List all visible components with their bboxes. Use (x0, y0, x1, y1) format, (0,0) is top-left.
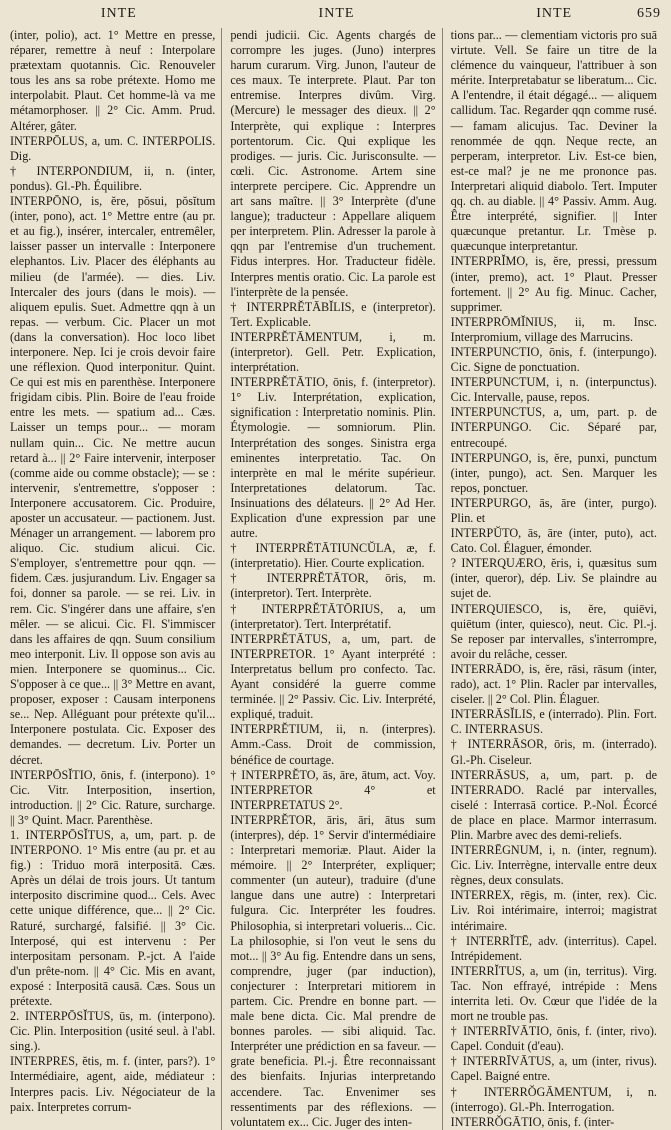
dictionary-entry: INTERPŬTO, ās, āre (inter, puto), act. Cato. Col. Élaguer, émonder. (450, 526, 657, 556)
dictionary-entry: ? INTERQUÆRO, ĕris, i, quæsitus sum (inter, queror), dép. Liv. Se plaindre au sujet de. (450, 556, 657, 601)
dictionary-entry: INTERPUNCTUS, a, um, part. p. de INTERPUNGO. Cic. Séparé par, entrecoupé. (450, 405, 657, 450)
dictionary-entry: INTERQUIESCO, is, ĕre, quiēvi, quiētum (inter, quiesco), neut. Cic. Pl.-j. Se reposer par intervalles, s'interrompre, avoir du relâche, cesser. (450, 601, 657, 661)
running-head-left: INTE (100, 6, 137, 21)
dictionary-entry: INTERRĀDO, is, ĕre, rāsi, rāsum (inter, rado), act. 1° Plin. Racler par intervalles, ciseler. || 2° Col. Plin. Élaguer. (450, 661, 657, 707)
running-head (10, 6, 663, 28)
dictionary-entry: INTERPŌLUS, a, um. C. INTERPOLIS. Dig. (10, 133, 216, 163)
dictionary-entry: INTERRĀSĬLIS, e (interrado). Plin. Fort. C. INTERRASUS. (450, 707, 657, 737)
dictionary-entry: (inter, polio), act. 1° Mettre en presse, réparer, remettre à neuf : Interpolare prætextam quotannis. Cic. Renouveler tous les ans sa robe prétexte. Homo me interpolabit. Plaut. Cet homme-là va me métamorphoser. || 2° Cic. Amm. Prud. Altérer, gâter. (10, 28, 216, 133)
dictionary-entry: † INTERPRĔTĀTŌRIUS, a, um (interpretator). Tert. Interprétatif. (230, 601, 436, 631)
dictionary-entry: INTERPRĔTĀTIO, ōnis, f. (interpretor). 1° Liv. Interprétation, explication, signification : Interpretatio nominis. Plin. Étymologie. — somniorum. Plin. Interprétation des songes. Sinistra erga eminentes interpretatio. Tac. On interprète en mal le mérite supérieur. Interpretationes delatorum. Tac. Insinuations des délateurs. || 2° Ad Her. Explication d'une expression par une autre. (230, 375, 436, 541)
dictionary-entry: INTERRŎGĀTIO, ōnis, f. (inter- (450, 1114, 615, 1129)
dictionary-entry: INTERPŌNO, is, ĕre, pŏsui, pŏsĭtum (inter, pono), act. 1° Mettre entre (au pr. et au fig.), insérer, intercaler, entremêler, laisser passer un intervalle : Interponere elephantos. Liv. Placer des éléphants au milieu (de l'armée). — dies. Liv. Intercaler des jours (dans le mois). — aliquem epulis. Suet. Admettre qqn à un repas. — verbum. Cic. Placer un mot (dans la conversation). Hoc loco libet interponere. Nep. Ici je crois devoir faire une réflexion. Quod interponitur. Quint. Ce qui est mis en parenthèse. Interponere frigidam cibis. Plin. Boire de l'eau froide entre les mets. — spatium ad... Cæs. Laisser un temps pour... — moram nullam quin... Cic. Ne mettre aucun retard à... || 2° Faire intervenir, interposer (comme aide ou comme obstacle); — se : intervenir, s'entremettre, s'opposer : Interponere accusatorem. Cic. Produire, aposter un accusateur. — pactionem. Just. Ménager un arrangement. — laborem pro aliquo. Cic. studium alicui. Cic. S'employer, s'entremettre pour qqn. — fidem. Cæs. jusjurandum. Liv. Engager sa foi, donner sa parole. — se rei. Liv. in rem. Cic. S'ingérer dans une affaire, s'en mêler. — se alicui. Cic. Fl. S'immiscer dans les affaires de qqn. Suum consilium meo interponit. Liv. Il oppose son avis au mien. Interponere se quominus... Cic. S'opposer à ce que... || 3° Mettre en avant, proposer, exposer : Causam interponens se... Nep. Alléguant pour prétexte qu'il... Interponere postulata. Cic. Exposer des demandes. — decretum. Liv. Porter un décret. (10, 194, 216, 767)
text-columns (10, 28, 663, 1129)
dictionary-entry: † INTERRŎGĀMENTUM, i, n. (interrogo). Gl.-Ph. Interrogation. (450, 1084, 657, 1114)
column-1 (10, 28, 222, 1130)
column-3 (451, 28, 663, 1130)
dictionary-entry: INTERPRĔTIUM, ii, n. (interpres). Amm.-Cass. Droit de commission, bénéfice de courtage. (230, 722, 436, 767)
dictionary-entry: INTERPRĬMO, is, ĕre, pressi, pressum (inter, premo), act. 1° Plaut. Presser fortement. || 2° Au fig. Minuc. Cacher, supprimer. (450, 254, 657, 314)
dictionary-entry: † INTERRĪVĀTIO, ōnis, f. (inter, rivo). Capel. Conduit (d'eau). (450, 1024, 657, 1054)
dictionary-entry: INTERPRĔTĀTUS, a, um, part. de INTERPRETOR. 1° Ayant interprété : Interpretatus bellum pro confecto. Tac. Ayant considéré la guerre comme terminée. || 2° Passiv. Cic. Liv. Interprété, expliqué, traduit. (230, 631, 436, 722)
dictionary-entry: INTERRĀSUS, a, um, part. p. de INTERRADO. Raclé par intervalles, ciselé : Interrasā cortice. P.-Nol. Écorcé de place en place. Marmor interrasum. Plin. Marbre avec des demi-reliefs. (450, 767, 657, 842)
page-number: 659 (637, 6, 661, 21)
dictionary-entry: pendi judicii. Cic. Agents chargés de corrompre les juges. (Juno) interpres harum curarum. Virg. Junon, l'auteur de ces maux. Te interprete. Plaut. Par ton entremise. Interpres divûm. Virg. (Mercure) le messager des dieux. || 2° Interprète, qui explique : Interpres portentorum. Cic. Qui explique les prodiges. — juris. Cic. Jurisconsulte. — cœli. Cic. Astronome. Artem sine interprete percipere. Cic. Apprendre un art sans maître. || 3° Interprète (d'une langue); traducteur : Appellare aliquem per interpretem. Plin. Adresser la parole à qqn par l'entremise d'un truchement. Fidus interpres. Hor. Traducteur fidèle. Interpres mentis oratio. Cic. La parole est l'interprète de la pensée. (230, 28, 436, 299)
dictionary-entry: INTERREX, rēgis, m. (inter, rex). Cic. Liv. Roi intérimaire, interroi; magistrat intérimaire. (450, 888, 657, 933)
dictionary-entry: INTERPUNCTUM, i, n. (interpunctus). Cic. Intervalle, pause, repos. (450, 375, 657, 405)
dictionary-entry: † INTERRĬTĒ, adv. (interritus). Capel. Intrépidement. (450, 933, 657, 963)
running-head-right (445, 6, 663, 22)
dictionary-entry: INTERPRES, ĕtis, m. f. (inter, pars?). 1° Intermédiaire, agent, aide, médiateur : Interpres pacis. Liv. Négociateur de la paix. Interpretes corrum- (10, 1054, 216, 1114)
dictionary-entry: † INTERRĪVĀTUS, a, um (inter, rivus). Capel. Baigné entre. (450, 1054, 657, 1084)
dictionary-entry: INTERPRŌMĬNIUS, ii, m. Insc. Interpromium, village des Marrucins. (450, 314, 657, 344)
dictionary-entry: † INTERPRĔTĀBĬLIS, e (interpretor). Tert. Explicable. (230, 299, 436, 329)
dictionary-entry: INTERPRĔTĀMENTUM, i, m. (interpretor). Gell. Petr. Explication, interprétation. (230, 329, 436, 375)
dictionary-entry: tions par... — clementiam victoris pro suā virtute. Vell. Se faire un titre de la clémence du vainqueur, l'attribuer à son mérite. Interpretabatur se liberatum... Cic. A l'entendre, il était dégagé... — aliquem callidum. Tac. Regarder qqn comme rusé. — famam alicujus. Tac. Deviner la renommée de qqn. Neque recte, an perperam, interpretor. Liv. Est-ce bien, est-ce mal? je ne me prononce pas. Interpretari aliquid diabolo. Tert. Imputer qq. ch. au diable. || 4° Passiv. Amm. Aug. Être interprété, signifier. || Inter quæcunque pretantur. Lr. Tmèse p. quæcunque interpretantur. (450, 28, 657, 254)
dictionary-entry: † INTERPRĔTĀTIUNCŬLA, æ, f. (interpretatio). Hier. Courte explication. (230, 541, 436, 571)
dictionary-entry: † INTERRĀSOR, ōris, m. (interrado). Gl.-Ph. Ciseleur. (450, 737, 657, 767)
dictionary-entry: INTERPURGO, ās, āre (inter, purgo). Plin. et (450, 495, 657, 525)
dictionary-entry: INTERPUNGO, is, ĕre, punxi, punctum (inter, pungo), act. Sen. Marquer les repos, ponctuer. (450, 450, 657, 495)
dictionary-entry: INTERPUNCTIO, ōnis, f. (interpungo). Cic. Signe de ponctuation. (450, 344, 657, 375)
running-head-center: INTE (318, 6, 355, 21)
dictionary-entry: † INTERPRĔTĀTOR, ōris, m. (interpretor). Tert. Interprète. (230, 571, 436, 601)
dictionary-entry: INTERPŌSĬTIO, ōnis, f. (interpono). 1° Cic. Vitr. Interposition, insertion, introduction. || 2° Cic. Rature, surcharge. || 3° Quint. Macr. Parenthèse. (10, 767, 216, 827)
dictionary-entry: † INTERPONDIUM, ii, n. (inter, pondus). Gl.-Ph. Équilibre. (10, 163, 216, 193)
dictionary-entry: 1. INTERPŌSĬTUS, a, um, part. p. de INTERPONO. 1° Mis entre (au pr. et au fig.) : Triduo morā interpositā. Cæs. Après un délai de trois jours. Ut tantum interposito discrimine quod... Cels. Avec cette unique différence, que... || 2° Cic. Raturé, surchargé, falsifié. || 3° Cic. Interposé, qui est intervenu : Per interpositam personam. P.-jct. A l'aide d'un prête-nom. || 4° Cic. Mis en avant, exposé : Interpositā causā. Cæs. Sous un prétexte. (10, 827, 216, 1008)
running-head-right-word: INTE (536, 6, 573, 21)
column-2 (230, 28, 442, 1130)
dictionary-entry: 2. INTERPŌSĬTUS, ūs, m. (interpono). Cic. Plin. Interposition (usité seul. à l'abl. sing.). (10, 1009, 216, 1054)
dictionary-entry: INTERPRĔTOR, āris, āri, ātus sum (interpres), dép. 1° Servir d'intermédiaire : Interpretari memoriæ. Plaut. Aider la mémoire. || 2° Interpréter, expliquer; commenter (un auteur), traduire (d'une langue dans une autre) : Interpretari fulgura. Cic. Interpréter les foudres. Philosophia, si interpretari volueris... Cic. La philosophie, si l'on veut le sens du mot... || 3° Au fig. Entendre dans un sens, comprendre, juger (par induction), conjecturer : Interpretari mitiorem in partem. Cic. Prendre en bonne part. — male bene dicta. Cic. Mal prendre de bonnes paroles. — sibi aliquid. Tac. Interpréter une prédiction en sa faveur. — grate beneficia. Pl.-j. Être reconnaissant des bienfaits. Injurias interpretando accendere. Tac. Envenimer ses ressentiments par des réflexions. — voluntatem ex... Cic. Juger des inten- (230, 812, 436, 1129)
dictionary-entry: INTERRĒGNUM, i, n. (inter, regnum). Cic. Liv. Interrègne, intervalle entre deux règnes, deux consulats. (450, 843, 657, 888)
dictionary-entry: † INTERPRĔTO, ās, āre, ātum, act. Voy. INTERPRETOR 4° et INTERPRETATUS 2°. (230, 767, 436, 812)
dictionary-entry: INTERRĬTUS, a, um (in, territus). Virg. Tac. Non effrayé, intrépide : Mens interrita leti. Ov. Cœur que l'idée de la mort ne trouble pas. (450, 963, 657, 1024)
